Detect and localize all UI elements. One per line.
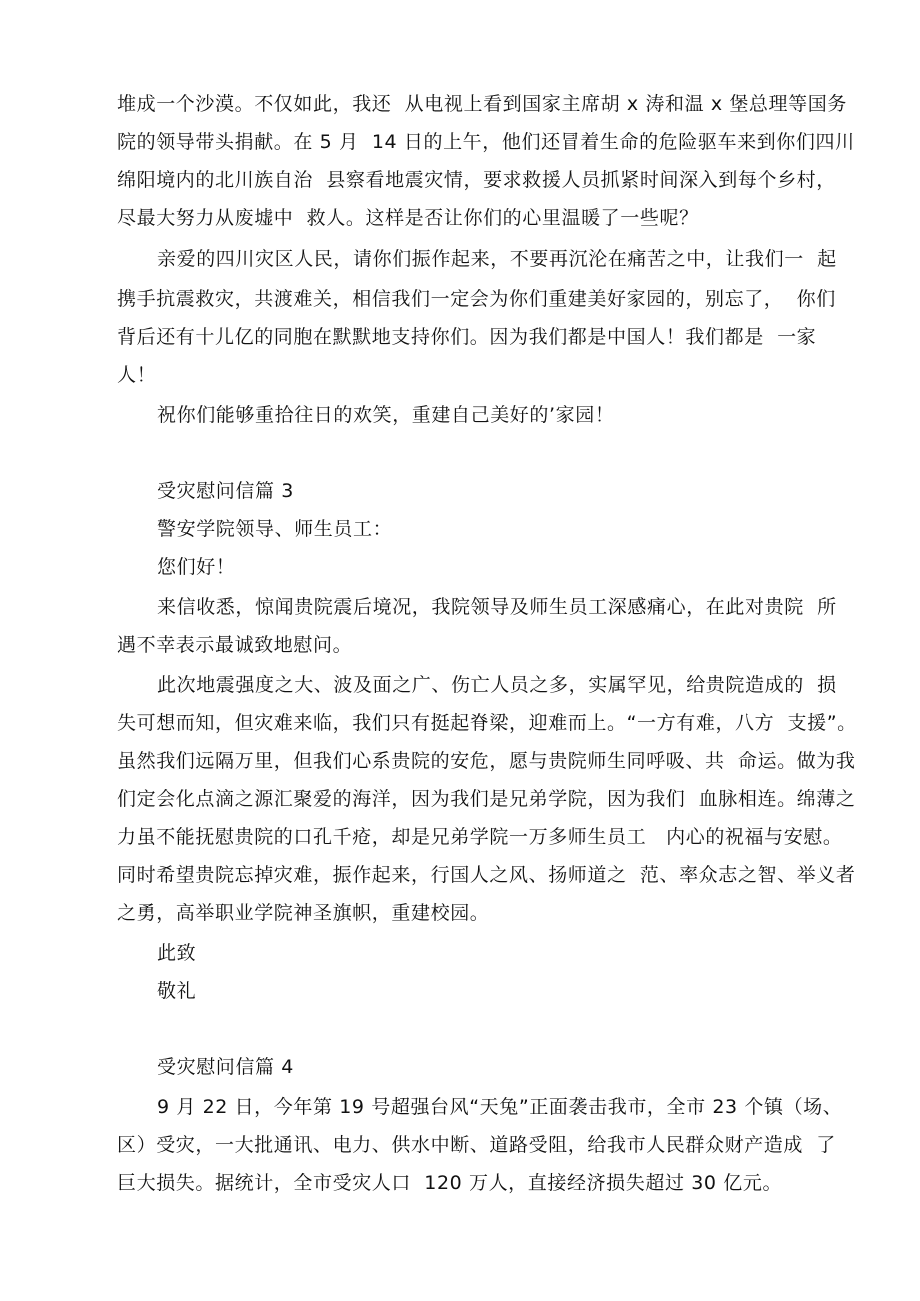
paragraph-line: 之勇，高举职业学院神圣旗帜，重建校园。	[117, 902, 490, 924]
paragraph-line: 此次地震强度之大、波及面之广、伤亡人员之多，实属罕见，给贵院造成的 损	[157, 674, 837, 696]
paragraph-line: 巨大损失。据统计，全市受灾人口 120 万人，直接经济损失超过 30 亿元。	[117, 1172, 783, 1194]
greeting: 您们好！	[157, 556, 236, 578]
paragraph-line: 区）受灾，一大批通讯、电力、供水中断、道路受阻，给我市人民群众财产造成 了	[117, 1134, 836, 1156]
paragraph-line: 虽然我们远隔万里，但我们心系贵院的安危，愿与贵院师生同呼吸、共 命运。做为我	[117, 750, 856, 772]
paragraph-line: 同时希望贵院忘掉灾难，振作起来，行国人之风、扬师道之 范、率众志之智、举义者	[117, 864, 856, 886]
paragraph-line: 来信收悉，惊闻贵院震后境况，我院领导及师生员工深感痛心，在此对贵院 所	[157, 596, 837, 618]
paragraph-line: 失可想而知，但灾难来临，我们只有挺起脊梁，迎难而上。“一方有难，八方 支援”。	[117, 712, 857, 734]
paragraph-line: 9 月 22 日，今年第 19 号超强台风“天兔”正面袭击我市，全市 23 个镇（场、	[157, 1096, 843, 1118]
section-title: 受灾慰问信篇 4	[157, 1056, 294, 1078]
paragraph-line: 携手抗震救灾，共渡难关，相信我们一定会为你们重建美好家园的，别忘了， 你们	[117, 288, 836, 310]
paragraph-line: 院的领导带头捐献。在 5 月 14 日的上午，他们还冒着生命的危险驱车来到你们四川	[117, 131, 855, 153]
paragraph-line: 力虽不能抚慰贵院的口孔千疮，却是兄弟学院一万多师生员工 内心的祝福与安慰。	[117, 826, 843, 848]
paragraph-line: 堆成一个沙漠。不仅如此，我还 从电视上看到国家主席胡 x 涛和温 x 堡总理等国务	[117, 93, 847, 115]
salutation: 警安学院领导、师生员工：	[157, 518, 393, 540]
paragraph-line: 遇不幸表示最诚致地慰问。	[117, 634, 353, 656]
paragraph-line: 尽最大努力从废墟中 救人。这样是否让你们的心里温暖了一些呢？	[117, 207, 699, 229]
paragraph-line: 绵阳境内的北川族自治 县察看地震灾情，要求救援人员抓紧时间深入到每个乡村，	[117, 169, 836, 191]
closing-line: 此致	[157, 942, 197, 964]
closing-line: 敬礼	[157, 980, 197, 1002]
paragraph-line: 人！	[117, 364, 157, 386]
closing-wish: 祝你们能够重拾往日的欢笑，重建自己美好的’家园！	[157, 404, 615, 426]
section-title: 受灾慰问信篇 3	[157, 480, 294, 502]
paragraph-line: 亲爱的四川灾区人民，请你们振作起来，不要再沉沦在痛苦之中，让我们一 起	[157, 248, 837, 270]
paragraph-line: 背后还有十儿亿的同胞在默默地支持你们。因为我们都是中国人！我们都是 一家	[117, 326, 817, 348]
paragraph-line: 们定会化点滴之源汇聚爱的海洋，因为我们是兄弟学院，因为我们 血脉相连。绵薄之	[117, 788, 856, 810]
